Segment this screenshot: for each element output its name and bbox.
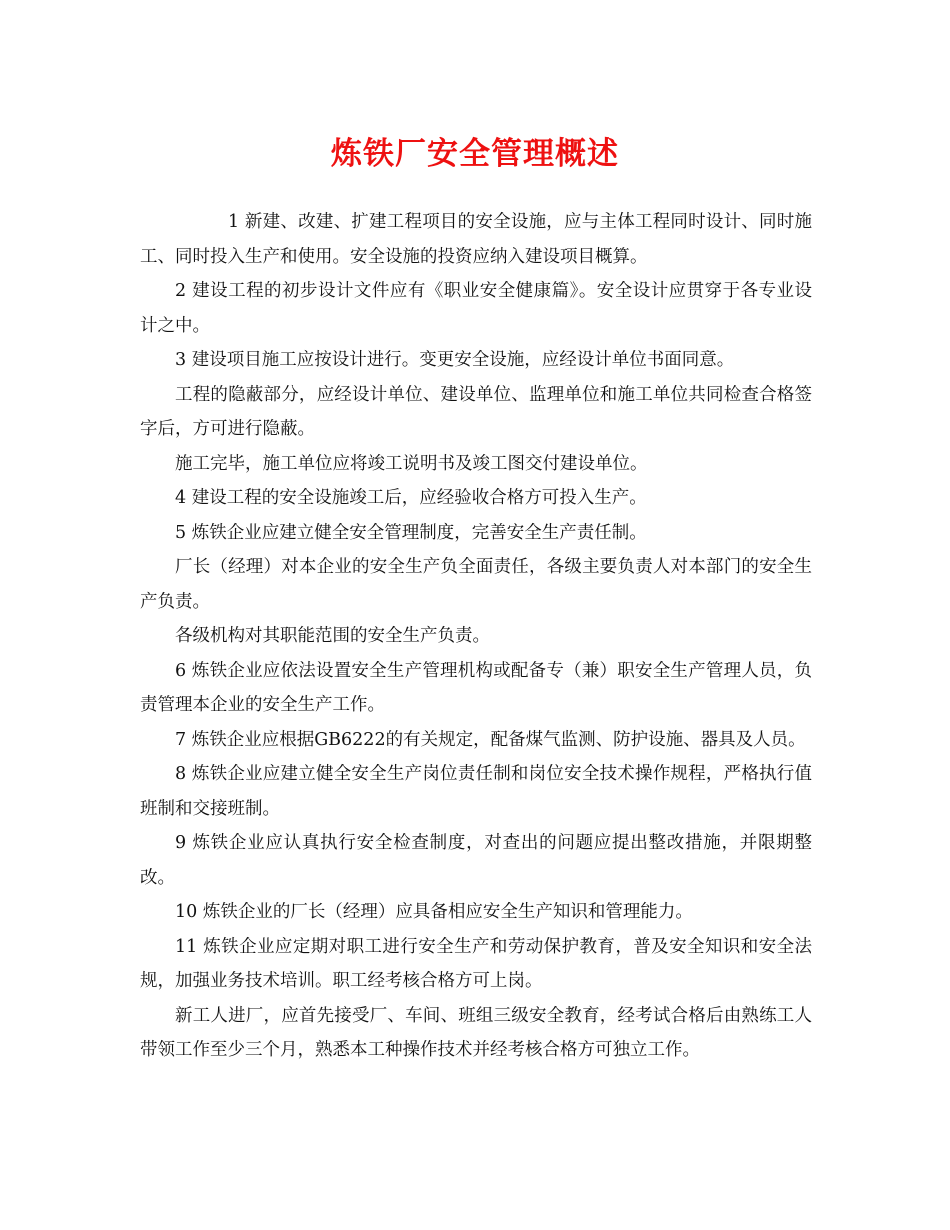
document-body: [140, 205, 812, 1068]
paragraph-9: 各级机构对其职能范围的安全生产负责。: [175, 626, 490, 646]
paragraph-15: 11 炼铁企业应定期对职工进行安全生产和劳动保护教育，普及安全知识和安全法规，加强业务技术培训。职工经考核合格方可上岗。: [140, 936, 812, 991]
paragraph-3: 3 建设项目施工应按设计进行。变更安全设施，应经设计单位书面同意。: [175, 350, 735, 370]
paragraph-1: 1 新建、改建、扩建工程项目的安全设施，应与主体工程同时设计、同时施工、同时投入生产和使用。安全设施的投资应纳入建设项目概算。: [140, 212, 812, 267]
paragraph-10: 6 炼铁企业应依法设置安全生产管理机构或配备专（兼）职安全生产管理人员，负责管理本企业的安全生产工作。: [140, 660, 812, 715]
paragraph-11: 7 炼铁企业应根据GB6222的有关规定，配备煤气监测、防护设施、器具及人员。: [175, 729, 806, 750]
paragraph-7: 5 炼铁企业应建立健全安全管理制度，完善安全生产责任制。: [175, 522, 647, 543]
paragraph-16: 新工人进厂，应首先接受厂、车间、班组三级安全教育，经考试合格后由熟练工人带领工作至少三个月，熟悉本工种操作技术并经考核合格方可独立工作。: [140, 1005, 812, 1060]
paragraph-4: 工程的隐蔽部分，应经设计单位、建设单位、监理单位和施工单位共同检查合格签字后，方可进行隐蔽。: [140, 384, 812, 439]
paragraph-5: 施工完毕，施工单位应将竣工说明书及竣工图交付建设单位。: [175, 453, 648, 474]
paragraph-12: 8 炼铁企业应建立健全安全生产岗位责任制和岗位安全技术操作规程，严格执行值班制和交接班制。: [140, 764, 812, 819]
paragraph-6: 4 建设工程的安全设施竣工后，应经验收合格方可投入生产。: [175, 488, 647, 508]
paragraph-13: 9 炼铁企业应认真执行安全检查制度，对查出的问题应提出整改措施，并限期整改。: [140, 833, 812, 888]
paragraph-2: 2 建设工程的初步设计文件应有《职业安全健康篇》。安全设计应贯穿于各专业设计之中。: [140, 281, 812, 336]
document-title: 炼铁厂安全管理概述: [331, 136, 619, 172]
paragraph-8: 厂长（经理）对本企业的安全生产负全面责任，各级主要负责人对本部门的安全生产负责。: [140, 557, 812, 612]
paragraph-14: 10 炼铁企业的厂长（经理）应具备相应安全生产知识和管理能力。: [175, 902, 693, 922]
